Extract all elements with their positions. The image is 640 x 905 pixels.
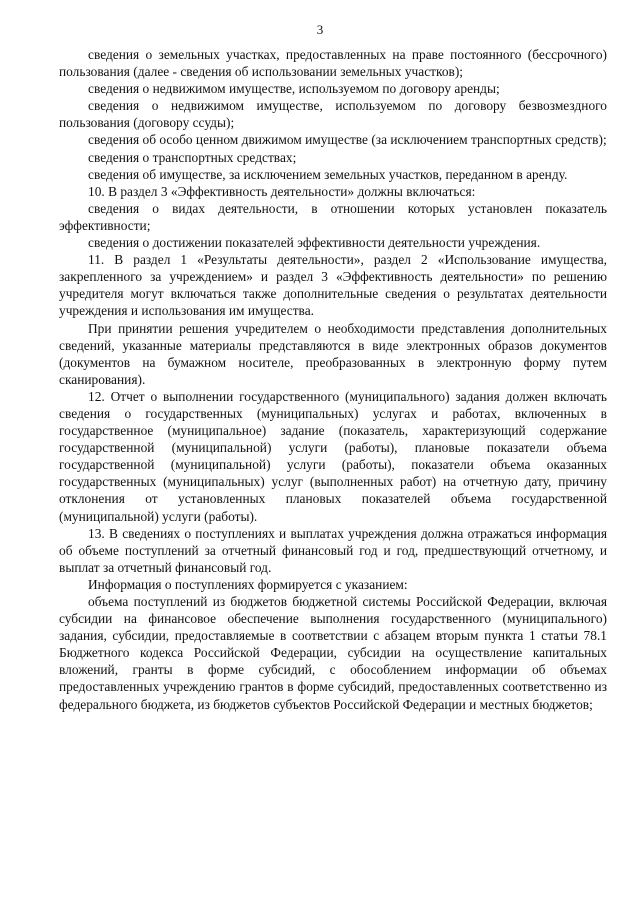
paragraph-activity-types: сведения о видах деятельности, в отношении которых установлен показатель эффективности; <box>59 200 607 233</box>
document-body <box>59 46 607 713</box>
paragraph-valuable-movable-property: сведения об особо ценном движимом имуществе (за исключением транспортных средств); <box>88 132 607 148</box>
paragraph-free-use-property: сведения о недвижимом имуществе, используемом по договору безвозмездного пользования (договору ссуды); <box>59 98 607 131</box>
paragraph-efficiency-indicators: сведения о достижении показателей эффективности деятельности учреждения. <box>88 235 541 251</box>
paragraph-additional-materials: При принятии решения учредителем о необходимости представления дополнительных сведений, указанные материалы представляются в виде электронных образов документов (документов на бумажном носителе, преобразованных в электронную форму путем сканирования). <box>59 320 607 387</box>
paragraph-land-plots: сведения о земельных участках, предоставленных на праве постоянного (бессрочного) пользования (далее - сведения об использовании земельных участков); <box>59 47 607 80</box>
paragraph-item-11: 11. В раздел 1 «Результаты деятельности», раздел 2 «Использование имущества, закрепленного за учреждением» и раздел 3 «Эффективность деятельности» по решению учредителя могут включаться также дополнительные сведения о результатах деятельности учреждения и использования им имущества. <box>59 252 607 319</box>
paragraph-receipts-info: Информация о поступлениях формируется с указанием: <box>88 576 408 592</box>
paragraph-item-12: 12. Отчет о выполнении государственного (муниципального) задания должен включать сведения о государственных (муниципальных) услугах и работах, включенных в государственное (муниципальное) задание (показатель, характеризующий содержание государственной (муниципальной) услуги (работы), плановые показатели объема государственной (муниципальной) услуги (работы), показатели объема оказанных государственных (муниципальных) услуг (выполненных работ) на отчетную дату, причину отклонения от установленных плановых показателей объема государственной (муниципальной) услуги (работы). <box>59 388 607 524</box>
paragraph-item-10: 10. В раздел 3 «Эффективность деятельности» должны включаться: <box>88 183 476 199</box>
paragraph-budget-receipts: объема поступлений из бюджетов бюджетной системы Российской Федерации, включая субсидии на финансовое обеспечение выполнения государственного (муниципального) задания, субсидии, предоставляемые в соответствии с абзацем вторым пункта 1 статьи 78.1 Бюджетного кодекса Российской Федерации, субсидии на осуществление капитальных вложений, гранты в форме субсидий, с обособлением информации об объемах предоставленных учреждению грантов в форме субсидий, предоставленных соответственно из федерального бюджета, из бюджетов субъектов Российской Федерации и местных бюджетов; <box>59 594 607 712</box>
paragraph-leased-property: сведения о недвижимом имуществе, используемом по договору аренды; <box>88 81 500 97</box>
paragraph-leased-out-property: сведения об имуществе, за исключением земельных участков, переданном в аренду. <box>88 166 568 182</box>
paragraph-vehicles: сведения о транспортных средствах; <box>88 149 297 165</box>
page-number: 3 <box>316 22 324 37</box>
paragraph-item-13: 13. В сведениях о поступлениях и выплатах учреждения должна отражаться информация об объеме поступлений за отчетный финансовый год и год, предшествующий отчетному, и выплат за отчетный финансовый год. <box>59 525 607 575</box>
